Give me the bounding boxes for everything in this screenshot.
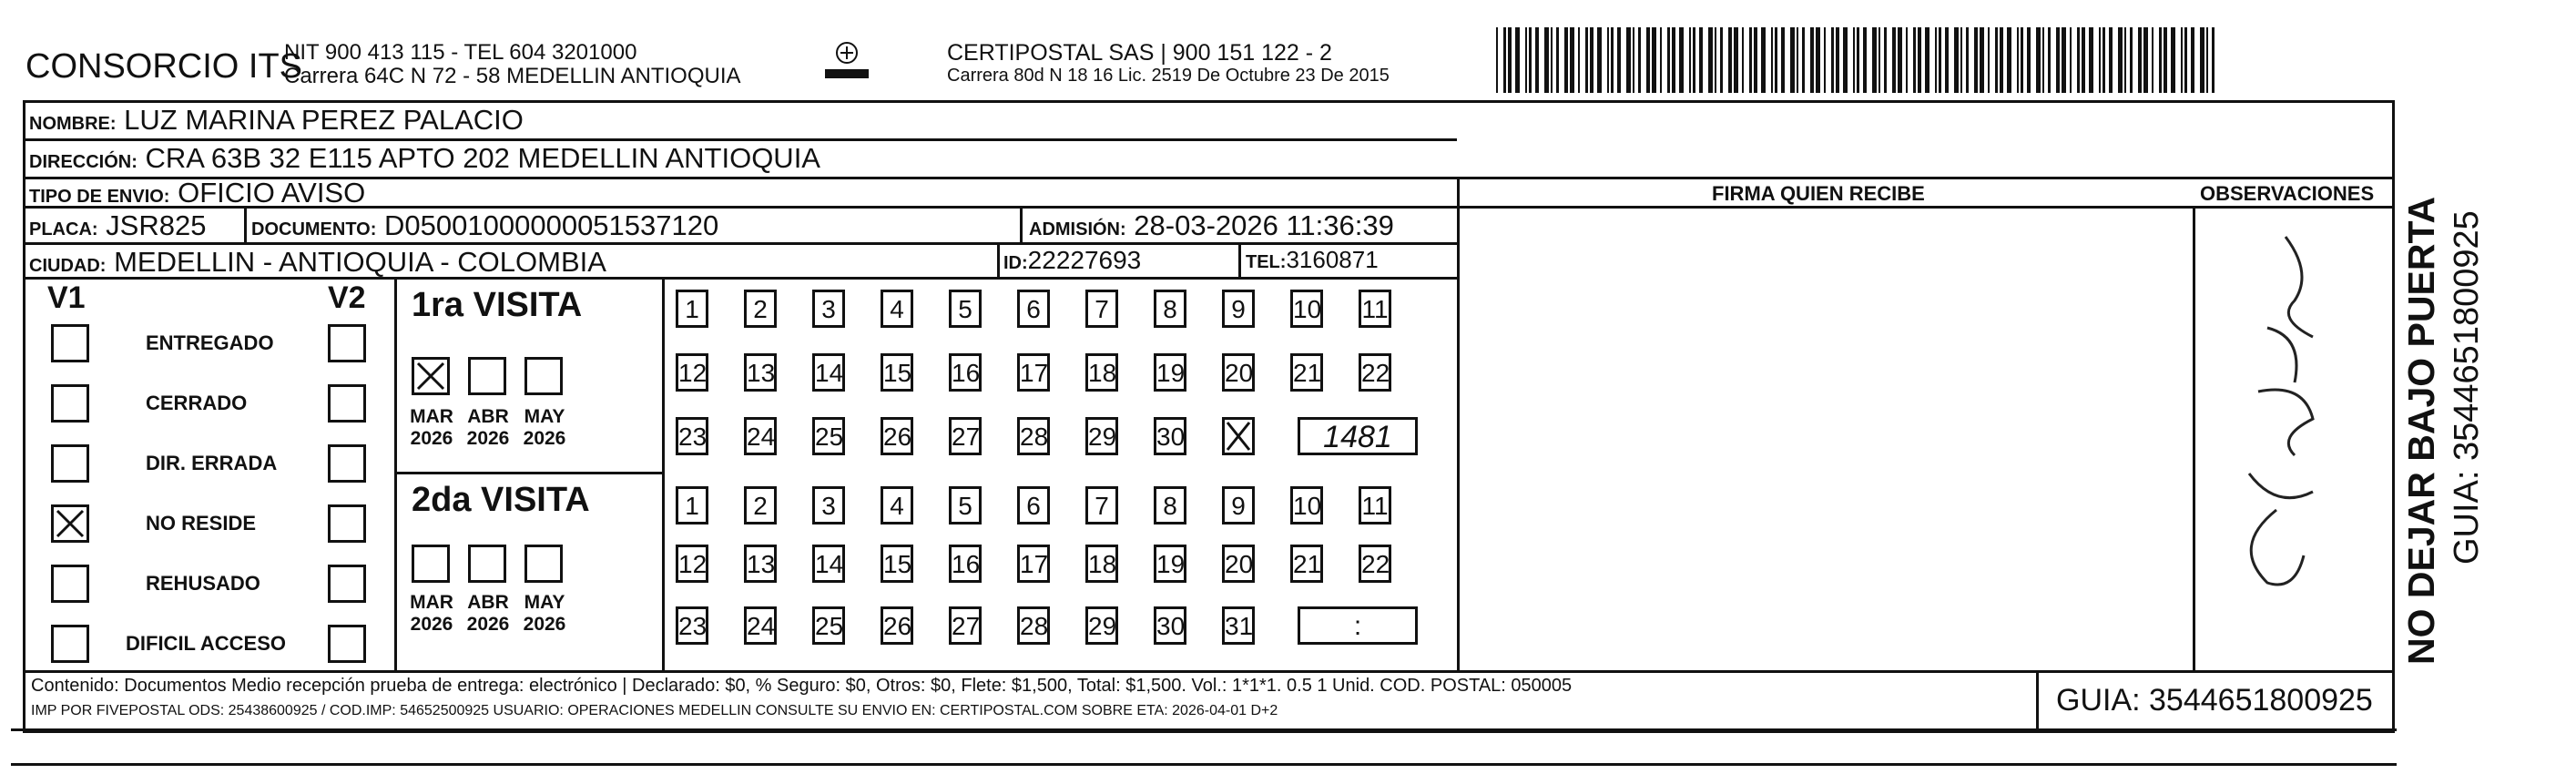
day-box[interactable]: 15 [881,353,913,392]
month-name: ABR [467,406,509,427]
v1-label: V1 [47,280,86,315]
month-name: ABR [467,592,509,613]
day-box[interactable]: 14 [812,545,845,583]
status-label: ENTREGADO [146,331,274,354]
check-x-icon [54,507,87,540]
footer-line1: Contenido: Documentos Medio recepción prueba de entrega: electrónico | Declarado: $0, % Seguro: $0, Otros: $0, Flete: $1,500, Total: $1,500. Vol.: 1*1*1. 0.5 1 Unid. COD. POSTAL: 050005 [31,676,1573,696]
month-label [517,406,572,450]
day-box[interactable]: 30 [1154,606,1186,645]
month-label [461,592,515,636]
tipo-row [29,177,365,209]
v2-label: V2 [328,280,366,315]
nombre-label: NOMBRE: [29,114,117,134]
month-checkbox[interactable] [524,545,563,583]
month-checkbox[interactable] [412,545,450,583]
day-box[interactable]: 8 [1154,486,1186,524]
day-box[interactable]: 31 [1222,606,1255,645]
day-box[interactable]: 23 [676,606,708,645]
nombre-row [29,104,524,137]
direccion-row [29,142,820,175]
day-box[interactable]: 1 [676,290,708,328]
tel-label: TEL: [1246,252,1287,272]
firma-label: FIRMA QUIEN RECIBE [1712,182,1925,205]
day-box[interactable]: 2 [744,486,777,524]
observaciones-label: OBSERVACIONES [2200,182,2375,205]
day-box[interactable]: 7 [1085,486,1118,524]
day-box[interactable]: 21 [1290,545,1323,583]
status-v2-checkbox[interactable] [328,324,366,362]
month-label [404,592,459,636]
status-v1-checkbox[interactable] [51,625,89,663]
day-box[interactable]: 3 [812,290,845,328]
day-box[interactable]: 3 [812,486,845,524]
admision-value: 28-03-2026 11:36:39 [1134,209,1394,241]
address-line: Carrera 64C N 72 - 58 MEDELLIN ANTIOQUIA [284,64,741,88]
day-box[interactable]: 17 [1017,353,1050,392]
day-box[interactable]: 24 [744,606,777,645]
tel-value: 3160871 [1286,246,1379,273]
month-label [404,406,459,450]
day-box[interactable]: 28 [1017,606,1050,645]
day-box[interactable]: 18 [1085,545,1118,583]
month-checkbox[interactable] [524,357,563,395]
ciudad-value: MEDELLIN - ANTIOQUIA - COLOMBIA [114,246,606,278]
direccion-value: CRA 63B 32 E115 APTO 202 MEDELLIN ANTIOQUIA [145,142,820,174]
certipostal-line2: Carrera 80d N 18 16 Lic. 2519 De Octubre 23 De 2015 [947,66,1390,86]
day-box[interactable]: 11 [1359,290,1391,328]
status-v2-checkbox[interactable] [328,625,366,663]
tel-row [1246,246,1379,274]
day-box[interactable]: 15 [881,545,913,583]
day-box[interactable]: 16 [949,545,982,583]
visit-time-box[interactable]: : [1298,606,1418,645]
day-box[interactable]: 1 [676,486,708,524]
status-label: DIR. ERRADA [146,452,278,474]
day-box[interactable]: 9 [1222,290,1255,328]
month-year: 2026 [410,614,453,635]
day-box[interactable]: 19 [1154,545,1186,583]
form-frame [23,100,2395,733]
admision-row [1029,209,1394,242]
id-label: ID: [1003,253,1028,273]
month-checkbox[interactable] [412,357,450,395]
check-x-icon [414,360,447,392]
day-box[interactable]: 26 [881,417,913,455]
status-v1-checkbox[interactable] [51,504,89,543]
footer-guia: GUIA: 3544651800925 [2056,683,2373,718]
month-label [517,592,572,636]
id-row [1003,246,1141,275]
status-v2-checkbox[interactable] [328,444,366,483]
documento-label: DOCUMENTO: [251,219,377,239]
placa-value: JSR825 [106,209,207,241]
day-box[interactable]: 13 [744,545,777,583]
day-box[interactable]: 9 [1222,486,1255,524]
month-name: MAY [524,592,565,613]
day-box[interactable]: 12 [676,545,708,583]
day-box[interactable]: 14 [812,353,845,392]
month-name: MAY [524,406,565,427]
day-box[interactable]: 19 [1154,353,1186,392]
day-box[interactable]: 20 [1222,545,1255,583]
day-box[interactable]: 25 [812,606,845,645]
certipostal-logo-icon [820,38,874,86]
month-name: MAR [410,406,453,427]
status-v1-checkbox[interactable] [51,444,89,483]
day-box[interactable]: 5 [949,290,982,328]
id-value: 22227693 [1027,246,1142,274]
documento-row [251,209,718,242]
direccion-label: DIRECCIÓN: [29,152,137,172]
day-box[interactable]: 27 [949,606,982,645]
ciudad-row [29,246,606,279]
barcode [1496,27,2215,93]
day-box[interactable]: 30 [1154,417,1186,455]
status-v1-checkbox[interactable] [51,565,89,603]
signature-scribble [2222,219,2367,619]
day-box[interactable]: 17 [1017,545,1050,583]
day-box[interactable]: 27 [949,417,982,455]
day-box[interactable]: 7 [1085,290,1118,328]
nombre-value: LUZ MARINA PEREZ PALACIO [124,104,524,136]
day-box[interactable] [1222,417,1255,455]
day-box[interactable]: 22 [1359,353,1391,392]
day-box[interactable]: 6 [1017,486,1050,524]
day-box[interactable]: 28 [1017,417,1050,455]
footer-line2: IMP POR FIVEPOSTAL ODS: 25438600925 / COD.IMP: 54652500925 USUARIO: OPERACIONES MEDELLIN CONSULTE SU ENVIO EN: CERTIPOSTAL.COM SOBRE ETA: 2026-04-01 D+2 [31,703,1278,718]
day-box[interactable]: 12 [676,353,708,392]
day-box[interactable]: 26 [881,606,913,645]
company-name: CONSORCIO ITS [25,47,303,86]
nit-line: NIT 900 413 115 - TEL 604 3201000 [284,40,637,65]
day-box[interactable]: 23 [676,417,708,455]
month-label [461,406,515,450]
month-year: 2026 [523,614,566,635]
month-year: 2026 [466,428,510,449]
status-v1-checkbox[interactable] [51,384,89,423]
status-label: NO RESIDE [146,512,257,535]
day-box[interactable]: 22 [1359,545,1391,583]
month-year: 2026 [466,614,510,635]
month-name: MAR [410,592,453,613]
documento-value: D05001000000051537120 [384,209,719,241]
month-checkbox[interactable] [468,545,506,583]
side-line1: NO DEJAR BAJO PUERTA [2400,196,2442,665]
status-v2-checkbox[interactable] [328,504,366,543]
day-box[interactable]: 29 [1085,417,1118,455]
ciudad-label: CIUDAD: [29,256,107,276]
day-box[interactable]: 2 [744,290,777,328]
day-box[interactable]: 11 [1359,486,1391,524]
check-x-icon [1225,420,1252,453]
month-checkbox[interactable] [468,357,506,395]
day-box[interactable]: 18 [1085,353,1118,392]
admision-label: ADMISIÓN: [1029,219,1126,239]
day-box[interactable]: 29 [1085,606,1118,645]
month-year: 2026 [523,428,566,449]
day-box[interactable]: 20 [1222,353,1255,392]
day-box[interactable]: 25 [812,417,845,455]
status-v1-checkbox[interactable] [51,324,89,362]
side-notice [2400,118,2500,665]
day-box[interactable]: 13 [744,353,777,392]
status-v2-checkbox[interactable] [328,384,366,423]
day-box[interactable]: 5 [949,486,982,524]
placa-label: PLACA: [29,219,98,239]
month-year: 2026 [410,428,453,449]
side-line2: GUIA: 3544651800925 [2448,210,2486,565]
placa-row [29,209,206,242]
status-label: CERRADO [146,392,248,414]
day-box[interactable]: 8 [1154,290,1186,328]
day-box[interactable]: 6 [1017,290,1050,328]
day-box[interactable]: 4 [881,486,913,524]
certipostal-line1: CERTIPOSTAL SAS | 900 151 122 - 2 [947,40,1332,66]
first-visit-title: 1ra VISITA [412,286,583,324]
barcode-bars [1496,27,2215,93]
tipo-label: TIPO DE ENVIO: [29,187,170,207]
status-label: DIFICIL ACCESO [126,632,287,655]
day-box[interactable]: 21 [1290,353,1323,392]
second-visit-title: 2da VISITA [412,481,590,519]
status-label: REHUSADO [146,572,260,595]
day-box[interactable]: 10 [1290,290,1323,328]
day-box[interactable]: 16 [949,353,982,392]
status-v2-checkbox[interactable] [328,565,366,603]
tipo-value: OFICIO AVISO [178,177,366,209]
day-box[interactable]: 10 [1290,486,1323,524]
day-box[interactable]: 4 [881,290,913,328]
day-box[interactable]: 24 [744,417,777,455]
certipostal-logo [820,38,874,86]
visit-time-box[interactable]: 1481 [1298,417,1418,455]
